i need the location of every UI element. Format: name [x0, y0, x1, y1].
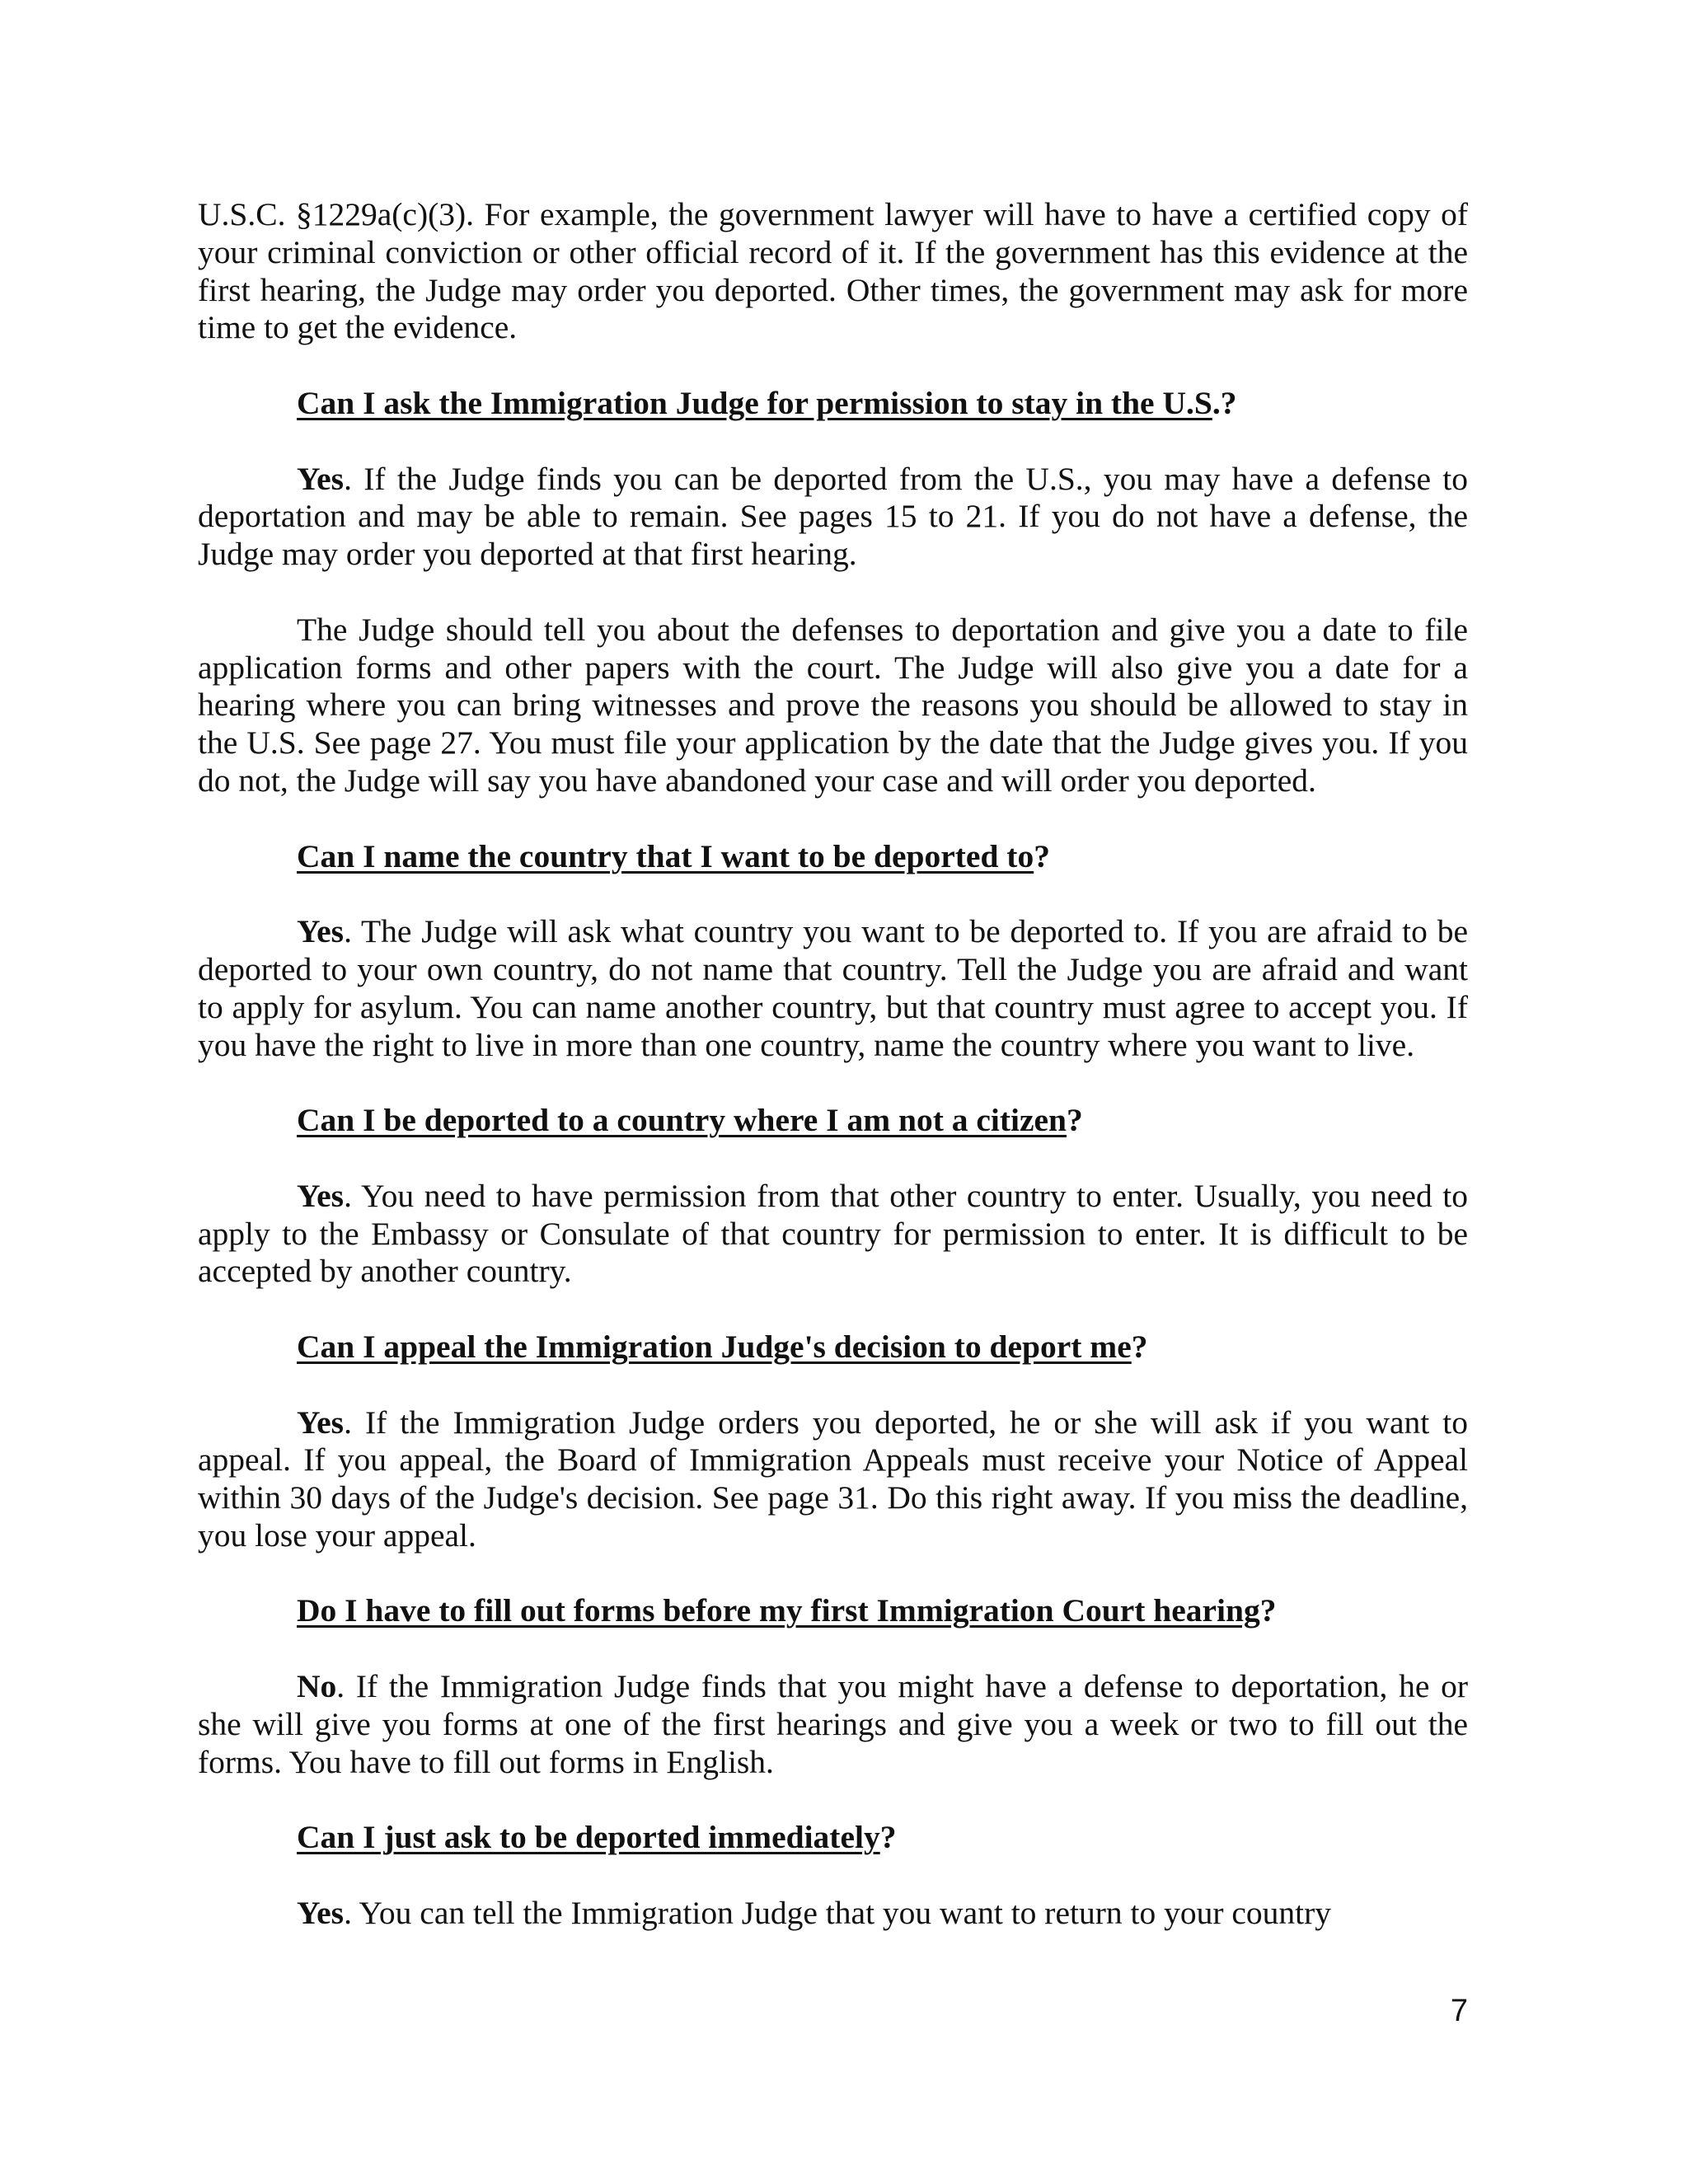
answer-lead: Yes [297, 1894, 345, 1931]
section-heading-tail: ? [879, 1819, 897, 1856]
answer-lead: Yes [297, 913, 345, 950]
answer-lead: Yes [297, 1404, 345, 1441]
section-heading [198, 1592, 1468, 1630]
section-heading-tail: ? [1259, 1592, 1277, 1629]
answer-text: . If the Immigration Judge finds that you might have a defense to deportation, he or she will give you forms at one of the first hearings and give you a week or two to fill out the forms. You have to fill out forms in English. [198, 1668, 1468, 1780]
section-name-country [198, 838, 1468, 1065]
section-stay-in-us [198, 385, 1468, 800]
section-heading [198, 838, 1468, 876]
section-paragraph [198, 461, 1468, 574]
answer-text: . You can tell the Immigration Judge that you want to return to your country [344, 1894, 1332, 1931]
answer-lead: No [297, 1668, 337, 1705]
section-heading-text: Can I ask the Immigration Judge for permission to stay in the U.S [297, 384, 1212, 421]
section-heading-text: Can I name the country that I want to be deported to [297, 837, 1034, 874]
answer-text: . You need to have permission from that other country to enter. Usually, you need to apply to the Embassy or Consulate of that country for permission to enter. It is difficult to be accepted by another country. [198, 1177, 1468, 1290]
section-heading-tail: ? [1034, 837, 1050, 874]
document-body [198, 196, 1468, 1933]
section-heading-tail: ? [1067, 1102, 1083, 1139]
section-heading-text: Do I have to fill out forms before my first Immigration Court hearing [297, 1592, 1260, 1629]
section-heading [198, 1819, 1468, 1857]
section-paragraph [198, 1895, 1468, 1933]
section-paragraph [198, 1404, 1468, 1555]
answer-text: . If the Immigration Judge orders you deported, he or she will ask if you want to appeal. If you appeal, the Board of Immigration Appeals must receive your Notice of Appeal within 30 days of the Judge's decision. See page 31. Do this right away. If you miss the deadline, you lose your appeal. [198, 1404, 1468, 1554]
section-not-citizen [198, 1102, 1468, 1291]
intro-paragraph: U.S.C. §1229a(c)(3). For example, the government lawyer will have to have a certified copy of your criminal conviction or other official record of it. If the government has this evidence at the first hearing, the Judge may order you deported. Other times, the government may ask for more time to get the evidence. [198, 196, 1468, 346]
section-heading-text: Can I just ask to be deported immediately [297, 1819, 880, 1856]
answer-lead: Yes [297, 460, 345, 497]
section-paragraph [198, 1668, 1468, 1781]
section-paragraph [198, 913, 1468, 1064]
section-heading-tail: .? [1212, 384, 1237, 421]
page-number: 7 [1450, 1994, 1468, 2028]
section-heading [198, 1102, 1468, 1140]
section-paragraph [198, 612, 1468, 800]
section-heading-tail: ? [1131, 1328, 1148, 1365]
section-fill-forms [198, 1592, 1468, 1781]
answer-text: The Judge should tell you about the defenses to deportation and give you a date to file application forms and other papers with the court. The Judge will also give you a date for a hearing where you can bring witnesses and prove the reasons you should be allowed to stay in the U.S. See page 27. You must file your application by the date that the Judge gives you. If you do not, the Judge will say you have abandoned your case and will order you deported. [198, 611, 1468, 799]
section-paragraph [198, 1178, 1468, 1291]
answer-text: . If the Judge finds you can be deported from the U.S., you may have a defense to deportation and may be able to remain. See pages 15 to 21. If you do not have a defense, the Judge may order you deported at that first hearing. [198, 460, 1468, 573]
section-heading-text: Can I appeal the Immigration Judge's decision to deport me [297, 1328, 1132, 1365]
answer-lead: Yes [297, 1177, 345, 1214]
section-heading [198, 1329, 1468, 1366]
section-heading [198, 385, 1468, 423]
section-heading-text: Can I be deported to a country where I am not a citizen [297, 1102, 1067, 1139]
section-deported-immediately [198, 1819, 1468, 1932]
answer-text: . The Judge will ask what country you want to be deported to. If you are afraid to be deported to your own country, do not name that country. Tell the Judge you are afraid and want to apply for asylum. You can name another country, but that country must agree to accept you. If you have the right to live in more than one country, name the country where you want to live. [198, 913, 1468, 1063]
section-appeal [198, 1329, 1468, 1555]
